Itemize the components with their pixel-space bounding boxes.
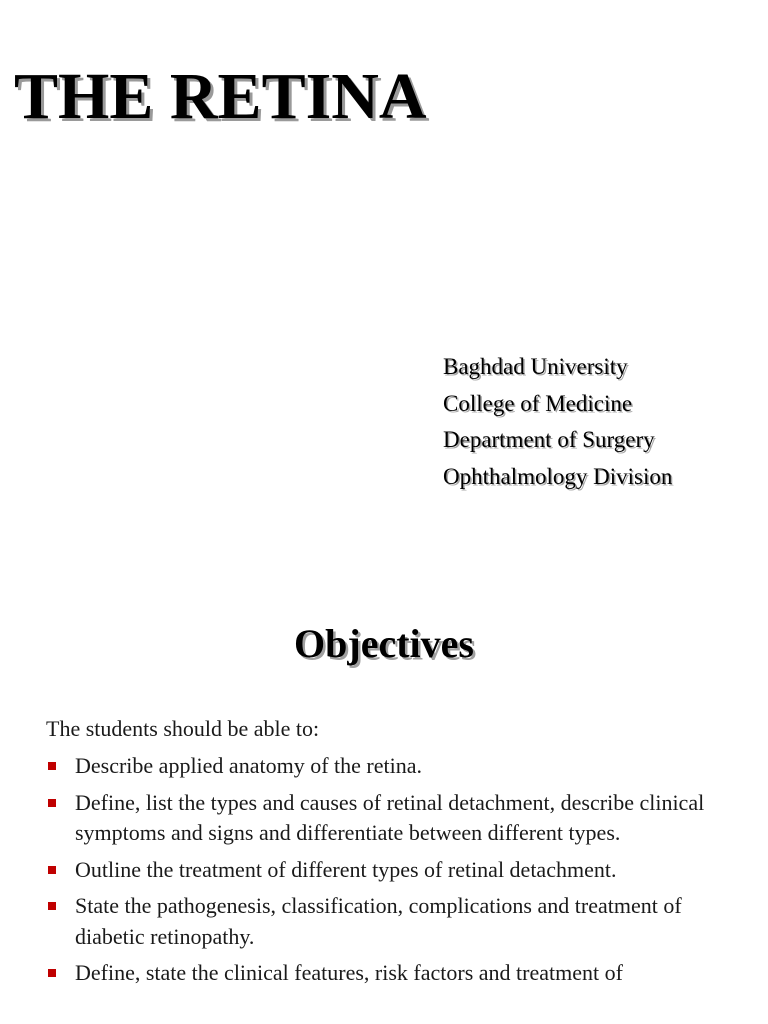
list-item xyxy=(46,788,726,849)
objectives-heading: Objectives xyxy=(294,621,474,666)
objectives-intro: The students should be able to: xyxy=(46,716,320,741)
list-item xyxy=(46,891,726,952)
square-bullet-icon xyxy=(48,799,56,807)
square-bullet-icon xyxy=(48,969,56,977)
list-item xyxy=(46,958,726,989)
objective-text: Define, list the types and causes of retinal detachment, describe clinical symptoms and signs and differentiate between different types. xyxy=(75,789,705,845)
affiliation-college: College of Medicine xyxy=(443,390,633,416)
square-bullet-icon xyxy=(48,762,56,770)
objectives-slide xyxy=(0,590,768,1024)
list-item xyxy=(46,855,726,886)
slide-title: THE RETINA xyxy=(14,60,427,133)
square-bullet-icon xyxy=(48,902,56,910)
affiliation-department: Department of Surgery xyxy=(443,427,655,452)
square-bullet-icon xyxy=(48,866,56,874)
objectives-list xyxy=(46,751,726,995)
objective-text: Outline the treatment of different types of retinal detachment. xyxy=(75,856,617,882)
objective-text: Define, state the clinical features, risk factors and treatment of xyxy=(75,960,623,985)
objective-text: State the pathogenesis, classification, complications and treatment of diabetic retinopathy. xyxy=(75,893,682,949)
affiliation-division: Ophthalmology Division xyxy=(443,463,673,489)
affiliation-list xyxy=(443,349,672,495)
list-item xyxy=(46,751,726,782)
affiliation-university: Baghdad University xyxy=(443,354,628,379)
objective-text: Describe applied anatomy of the retina. xyxy=(75,753,422,778)
